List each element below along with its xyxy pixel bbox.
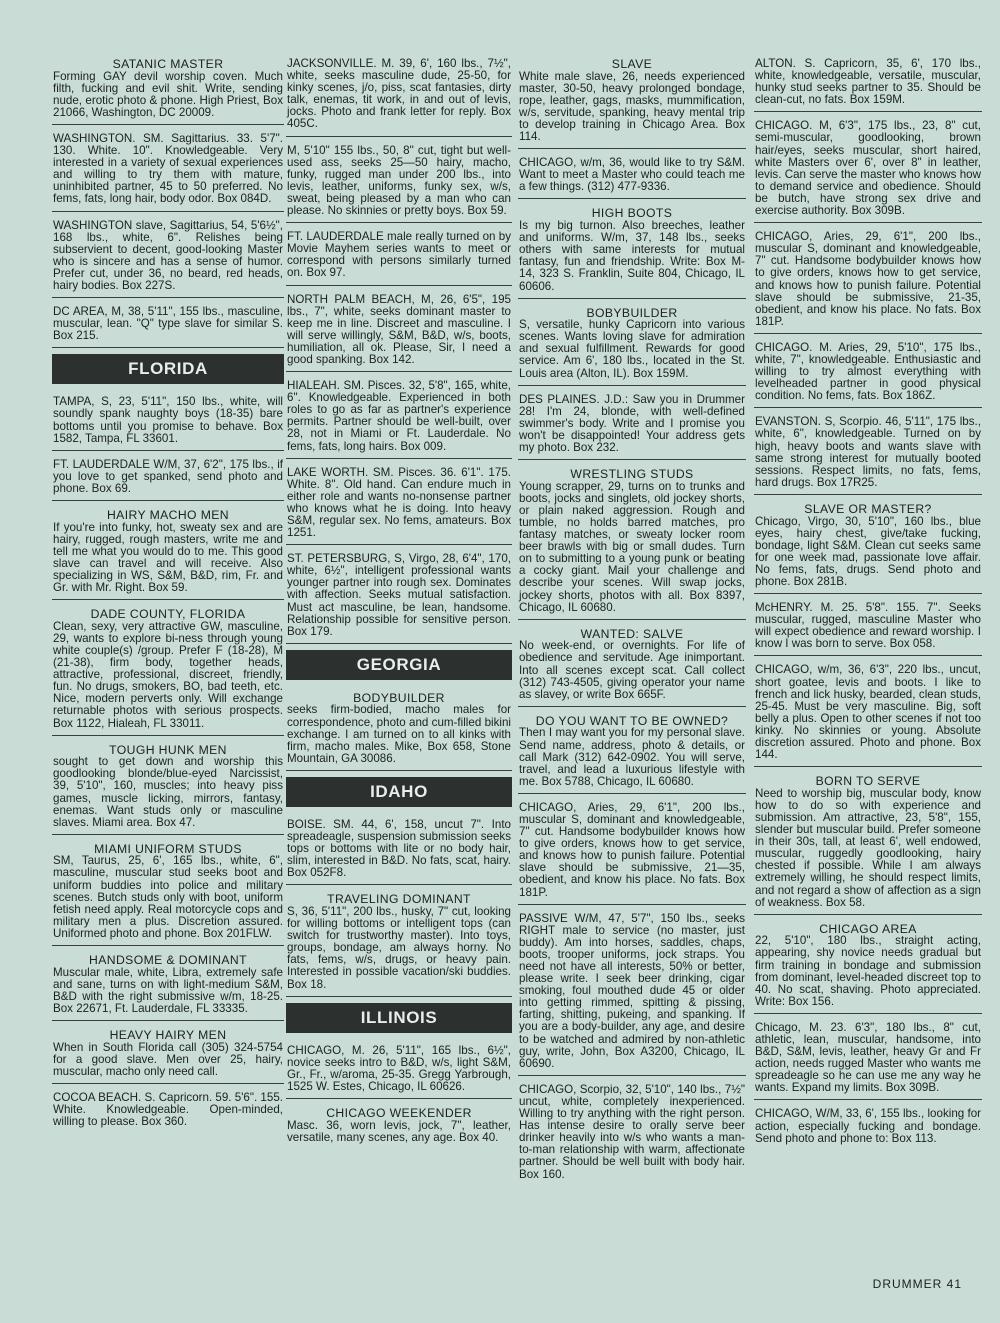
- ad-text: CHICAGO, Aries, 29, 6'1", 200 lbs., muscular S, dominant and knowledgeable, 7" cut. Handsome bodybuilder knows how to give orders, knows how to get service, and knows how to punish failure. Potential slave should be submissive, 21-35, obedient, and know his place. No fats. Box 181P.: [755, 230, 981, 328]
- state-section-banner: IDAHO: [286, 777, 512, 807]
- ad-text: CHICAGO, M. 26, 5'11", 165 lbs., 6½", novice seeks intro to B&D, w/s, light S&M, Gr., Fr., w/aroma, 25-35. Gregg Yarbrough, 1525 W. Estes, Chicago, IL 60626.: [287, 1043, 511, 1093]
- ad-text: BOISE. SM. 44, 6', 158, uncut 7". Into spreadeagle, suspension submission seeks tops or bottoms with lite or no body hair, slim, interested in B&D. No fats, scat, hairy. Box 052F8.: [287, 817, 511, 880]
- ad-heading: BODYBUILDER: [353, 690, 445, 705]
- ad-text: sought to get down and worship this goodlooking blonde/blue-eyed Narcissist, 39, 5'10", 160, muscles; into heavy piss games, muscle licking, mirrors, fantasy, enemas. Want studs only or masculine slaves. Miami area. Box 47.: [53, 755, 283, 829]
- ad-heading: HIGH BOOTS: [591, 206, 673, 221]
- ad-heading: TRAVELING DOMINANT: [327, 892, 471, 907]
- column-2: [286, 54, 512, 1153]
- column-1: [52, 54, 284, 1137]
- classified-ad: [754, 54, 982, 112]
- classified-ad: [754, 338, 982, 408]
- ad-text: Is my big turnon. Also breeches, leather and uniforms. W/m, 37, 148 lbs., seeks others with same interests for mutual fantasy, fun and friendship. Write: Box M-14, 323 S. Franklin, Suite 804, Chicago, IL 60606.: [519, 219, 745, 293]
- classified-ad: [52, 1088, 284, 1133]
- classified-ad: [754, 116, 982, 223]
- classified-ad: [286, 463, 512, 546]
- ad-heading: CHICAGO AREA: [819, 921, 917, 936]
- ad-text: McHENRY. M. 25. 5'8". 155. 7". Seeks muscular, rugged, masculine Master who will expect obedience and reward worship. I know I was born to serve. Box 058.: [755, 601, 981, 651]
- ad-text: ALTON. S. Capricorn, 35, 6', 170 lbs., white, knowledgeable, versatile, muscular, hunky stud seeks partner to 35. Should be clean-cut, no fats. Box 159M.: [755, 57, 981, 107]
- ad-text: EVANSTON. S, Scorpio. 46, 5'11", 175 lbs., white, 6", knowledgeable. Turned on by high, heavy boots and wants slave with same strong interest for mutually booted sessions. Respect limits, no fats, fems, hard drugs. Box 17R25.: [755, 415, 981, 489]
- ad-text: 22, 5'10", 180 lbs., straight acting, appearing, shy novice needs gradual but firm training in bondage and submission from dominant, level-headed discreet top to 40. No scat, shaving. Photo appreciated. Write: Box 156.: [755, 934, 981, 1008]
- classified-ad: [52, 455, 284, 501]
- ad-text: CHICAGO, Aries, 29, 6'1", 200 lbs., muscular S, dominant and knowledgeable, 7" cut. Handsome bodybuilder knows how to give orders, knows how to get service, and knows how to punish failure. Potential slave should be submissive, 21—35, obedient, and know his place. No fats. Box 181P.: [519, 800, 745, 899]
- classified-ad: [52, 1025, 284, 1084]
- classified-ad: [286, 1103, 512, 1149]
- ad-text: Clean, sexy, very attractive GW, masculine, 29, wants to explore bi-ness through young white couple(s) /group. Prefer F (18-28), M (21-38), firm body, together heads, attractive, professional, discreet, friendly, fun. No drugs, smokers, BO, bad teeth, etc. Nice, modern perverts only. Will exchange returnable photos with serious prospects. Box 1122, Hialeah, FL 33011.: [53, 619, 283, 730]
- state-section-banner: FLORIDA: [52, 354, 284, 384]
- classified-ad: [518, 624, 746, 707]
- classified-ad: [754, 919, 982, 1014]
- ad-heading: HAIRY MACHO MEN: [106, 508, 230, 523]
- classified-ad: [286, 376, 512, 459]
- ad-text: FT. LAUDERDALE W/M, 37, 6'2", 175 lbs., if you love to get spanked, send photo and phone. Box 69.: [53, 457, 283, 495]
- ad-text: Chicago, Virgo, 30, 5'10", 160 lbs., blue eyes, hairy chest, give/take fucking, bondage, light S&M. Clean cut seeks same for one week mad, passionate love affair. No fems, fats, drugs. Send photo and phone. Box 281B.: [755, 514, 981, 588]
- ad-text: CHICAGO. M, 6'3", 175 lbs., 23, 8" cut, semi-muscular, goodlooking, brown hair/eyes, seeks muscular, short haired, white Masters over 6', over 8" in leather, levis. Can serve the master who knows how to demand service and obedience. Should be butch, have strong sex drive and exercise authority. Box 309B.: [755, 119, 981, 218]
- ad-heading: DO YOU WANT TO BE OWNED?: [535, 713, 729, 728]
- classified-ad: [518, 153, 746, 199]
- ad-text: TAMPA, S, 23, 5'11", 150 lbs., white, will soundly spank naughty boys (18-35) bare bottoms until you promise to behave. Box 1582, Tampa, FL 33601.: [53, 395, 283, 445]
- classified-ad: [286, 141, 512, 224]
- classified-ad: [518, 54, 746, 149]
- classified-ad: [286, 688, 512, 771]
- ad-text: Need to worship big, muscular body, know how to do so with experience and submission. Am attractive, 23, 5'8", 155, slender but muscular build. Prefer someone in their 30s, tall, at least 6', well endowed, muscular, ruggedly goodlooking, hairy chested if possible. While I am always extremely willing, he should respect limits, and not regard a show of affection as a sign of weakness. Box 58.: [755, 786, 981, 909]
- classified-ad: [52, 54, 284, 125]
- ad-text: CHICAGO. M. Aries, 29, 5'10", 175 lbs., white, 7", knowledgeable. Enthusiastic and willing to try almost everything with levelheaded partner in good physical condition. No fems, fats. Box 186Z.: [755, 340, 981, 403]
- classified-ad: [518, 1080, 746, 1186]
- ad-text: JACKSONVILLE. M. 39, 6', 160 lbs., 7½", white, seeks masculine dude, 25-50, for kinky scenes, j/o, piss, scat fantasies, dirty talk, enemas, tit work, in and out of levis, jocks. Photo and frank letter for reply. Box 405C.: [287, 57, 511, 131]
- classified-ad: [518, 711, 746, 794]
- ad-text: Masc. 36, worn levis, jock, 7", leather, versatile, many scenes, any age. Box 40.: [287, 1118, 511, 1144]
- ad-text: SM, Taurus, 25, 6', 165 lbs., white, 6", masculine, muscular stud seeks boot and uniform buddies into police and military scenes. Butch studs only with boot, uniform fetish need apply. Real motorcycle cops and military men a plus. Discretion assured. Uniformed photo and phone. Box 201FLW.: [53, 854, 283, 940]
- classified-ad: [754, 598, 982, 656]
- classified-ad: [286, 54, 512, 137]
- classified-ad: [518, 390, 746, 460]
- classified-ad: [518, 464, 746, 620]
- classified-ad: [518, 303, 746, 386]
- ad-heading: DADE COUNTY, FLORIDA: [90, 607, 246, 622]
- classified-ad: [52, 302, 284, 348]
- ad-heading: SATANIC MASTER: [112, 57, 224, 71]
- ad-heading: CHICAGO WEEKENDER: [326, 1106, 472, 1120]
- ad-text: LAKE WORTH. SM. Pisces. 36. 6'1". 175. White. 8". Old hand. Can endure much in either role and wants no-nonsense partner who knows what he is doing. Into heavy S&M, regular sex. No fems, amateurs. Box 1251.: [287, 465, 511, 540]
- ad-heading: HANDSOME & DOMINANT: [89, 953, 247, 968]
- ad-heading: HEAVY HAIRY MEN: [109, 1028, 227, 1042]
- ad-heading: WRESTLING STUDS: [570, 467, 694, 482]
- classified-ad: [754, 1018, 982, 1101]
- classified-ad: [518, 203, 746, 298]
- ad-text: M, 5'10" 155 lbs., 50, 8" cut, tight but well-used ass, seeks 25—50 hairy, macho, funky, rugged man under 200 lbs., into levis, leather, uniforms, funky sex, w/s, sweat, being pleased by a man who can please. No skinnies or pretty boys. Box 59.: [287, 143, 511, 218]
- classified-ad: [286, 549, 512, 644]
- ad-text: HIALEAH. SM. Pisces. 32, 5'8", 165, white, 6". Knowledgeable. Experienced in both roles to go as far as partner's experience permits. Partner should be well-built, over 28, not in Miami or Ft. Lauderdale. No fems, fats, long hairs. Box 009.: [287, 379, 511, 453]
- state-section-banner: GEORGIA: [286, 650, 512, 680]
- classified-ad: [754, 499, 982, 594]
- ad-text: NORTH PALM BEACH, M, 26, 6'5", 195 lbs., 7", white, seeks dominant master to keep me in line. Discreet and masculine. I will serve willingly, S&M, B&D, w/s, boots, humiliation, all ok. Please, Sir, I need a good spanking. Box 142.: [287, 292, 511, 366]
- ad-heading: BOBYBUILDER: [586, 305, 678, 320]
- classified-ad: [52, 740, 284, 835]
- classified-ad: [52, 129, 284, 212]
- ad-heading: MIAMI UNIFORM STUDS: [94, 841, 242, 856]
- classified-ad: [754, 1104, 982, 1149]
- classified-ad: [52, 604, 284, 735]
- classified-ad: [754, 227, 982, 334]
- classified-ad: [52, 216, 284, 299]
- ad-text: Forming GAY devil worship coven. Much filth, fucking and evil shit. Write, sending nude, erotic photo & phone. High Priest, Box 21066, Washington, DC 20009.: [53, 69, 283, 119]
- ad-text: CHICAGO, w/m, 36, 6'3", 220 lbs., uncut, short goatee, levis and boots. I like to french and lick husky, bearded, clean studs, 25-45. Must be very masculine. Big, soft belly a plus. Open to other scenes if not too kinky. No skinnies or young. Absolute discretion assured. Photo and phone. Box 144.: [755, 663, 981, 762]
- ad-text: seeks firm-bodied, macho males for correspondence, photo and cum-filled bikini exchange. I am turned on to all kinks with firm, macho males. Mike, Box 658, Stone Mountain, GA 30086.: [287, 703, 511, 765]
- ad-text: Chicago, M. 23. 6'3", 180 lbs., 8" cut, athletic, lean, muscular, handsome, into B&D, S&M, levis, leather, heavy Gr and Fr action, needs rugged Master who wants me spreadeagle so he can use me any way he wants. Expand my limits. Box 309B.: [755, 1020, 981, 1095]
- classified-ad: [518, 798, 746, 905]
- ad-text: FT. LAUDERDALE male really turned on by Movie Mayhem series wants to meet or correspond with persons similarly turned on. Box 97.: [287, 230, 511, 280]
- ad-text: PASSIVE W/M, 47, 5'7", 150 lbs., seeks RIGHT male to service (no master, just buddy). Am into horses, saddles, chaps, boots, trooper uniforms, jock straps. You need not have all interests, 50% or better, please write. I seek beer drinking, cigar smoking, foul mouthed dude 45 or older into getting rimmed, spitting & pissing, farting, shitting, pukeing, and spanking. If you are a body-builder, any age, and desire to be watched and admired by non-athletic guy, write, John, Box A3200, Chicago, IL 60690.: [519, 911, 745, 1070]
- classified-ad: [286, 290, 512, 373]
- classified-ad: [518, 909, 746, 1076]
- state-section-banner: ILLINOIS: [286, 1003, 512, 1033]
- ad-text: No week-end, or overnights. For life of obedience and servitude. Age inimportant. Into all scenes except scat. Call collect (312) 743-4505, giving operator your name as slavey, or write Box 665F.: [519, 639, 745, 701]
- ad-text: If you're into funky, hot, sweaty sex and are hairy, rugged, rough masters, write me and tell me what you would do to me. This good slave can travel and will receive. Also specializing in WS, S&M, B&D, rim, Fr. and Gr. with Mr. Right. Box 59.: [53, 520, 283, 595]
- ad-text: ST. PETERSBURG, S, Virgo, 28, 6'4", 170, white, 6½", intelligent professional wants younger partner into rough sex. Dominates with affection. Seeks mutual satisfaction. Must act masculine, be lean, handsome. Relationship possible for sensitive person. Box 179.: [287, 552, 511, 638]
- classified-ad: [754, 771, 982, 915]
- ad-text: CHICAGO, Scorpio, 32, 5'10", 140 lbs., 7½" uncut, white, completely inexperienced. Willing to try anything with the right person. Has intense desire to orally serve beer drinker heavily into w/s who wants a man-to-man relationship with warm, affectionate partner. Should be well built with body hair. Box 160.: [519, 1082, 745, 1181]
- ad-text: S, versatile, hunky Capricorn into various scenes. Wants loving slave for admiration and sexual fulfillment. Rewards for good service. Am 6', 180 lbs., located in the St. Louis area (Alton, IL). Box 159M.: [519, 318, 745, 380]
- ad-heading: SLAVE: [611, 57, 653, 71]
- classified-ad: [286, 889, 512, 996]
- ad-heading: TOUGH HUNK MEN: [109, 742, 227, 757]
- ad-heading: SLAVE OR MASTER?: [804, 501, 932, 516]
- classified-ad: [754, 660, 982, 767]
- ad-heading: BORN TO SERVE: [815, 774, 921, 789]
- ad-text: COCOA BEACH. S. Capricorn. 59. 5'6". 155. White. Knowledgeable. Open-minded, willing to please. Box 360.: [53, 1090, 283, 1129]
- ad-text: DES PLAINES. J.D.: Saw you in Drummer 28! I'm 24, blonde, with well-defined swimmer's body. Write and I promise you won't be disappointed! Your address gets my photo. Box 232.: [519, 392, 745, 455]
- ad-text: Then I may want you for my personal slave. Send name, address, photo & details, or call Mark (312) 642-0902. You will serve, travel, and lead a luxurious lifestyle with me. Box 5788, Chicago, IL 60680.: [519, 726, 745, 788]
- column-4: [754, 54, 982, 1154]
- ad-text: DC AREA, M, 38, 5'11", 155 lbs., masculine, muscular, lean. "Q" type slave for similar S. Box 215.: [53, 305, 283, 343]
- ad-heading: WANTED: SALVE: [580, 626, 684, 641]
- ad-text: WASHINGTON. SM. Sagittarius. 33. 5'7". 130. White. 10". Knowledgeable. Very interested in a variety of sexual experiences and willing to try them with mature, uninhibited partner, 45 to 50 preferred. No fems, fats, long hair, body odor. Box 084D.: [53, 131, 283, 206]
- ad-text: White male slave, 26, needs experienced master, 30-50, heavy prolonged bondage, rope, leather, gags, masks, mummification, w/s, servitude, spanking, heavy mental trip to develop training in Chicago Area. Box 114.: [519, 69, 745, 144]
- ad-text: CHICAGO, w/m, 36, would like to try S&M. Want to meet a Master who could teach me a few things. (312) 477-9336.: [519, 156, 745, 194]
- ad-text: Young scrapper, 29, turns on to trunks and boots, jocks and singlets, old jockey shorts, or plain naked aggression. Rough and tumble, no holds barred matches, pro fantasy matches, or sweaty locker room beer brawls with big or small dudes. Turn on to submitting to a young punk or beating a cocky giant. Mail your challenge and describe your scenes. Will swap jocks, jockey shorts, photos with all. Box 8397, Chicago, IL 60680.: [519, 479, 745, 614]
- column-3: [518, 54, 746, 1190]
- classified-ad: [52, 950, 284, 1021]
- classified-ad: [754, 412, 982, 495]
- ad-text: Muscular male, white, Libra, extremely safe and sane, turns on with light-medium S&M, B&D with the right submissive w/m, 18-25. Box 22671, Ft. Lauderdale, FL 33335.: [53, 965, 283, 1015]
- ad-text: S, 36, 5'11", 200 lbs., husky, 7" cut, looking for willing bottoms or intelligent tops (can switch for trustworthy master). Into toys, groups, bondage, am always horny. No fats, fems, w/s, drugs, or heavy pain. Interested in possible vacation/ski buddies. Box 18.: [287, 904, 511, 991]
- ad-text: WASHINGTON slave, Sagittarius, 54, 5'6½", 168 lbs., white, 6". Relishes being subservient to decent, good-looking Master who is sincere and has a sense of humor. Prefer cut, under 36, no beard, red heads, hairy bodies. Box 227S.: [53, 218, 283, 292]
- classified-ad: [52, 505, 284, 600]
- classified-ad: [52, 392, 284, 450]
- page-footer: DRUMMER 41: [872, 1277, 962, 1291]
- classified-ad: [286, 815, 512, 885]
- classified-ad: [286, 227, 512, 285]
- classified-ad: [286, 1041, 512, 1099]
- ad-text: CHICAGO, W/M, 33, 6', 155 lbs., looking for action, especially fucking and bondage. Send photo and phone to: Box 113.: [755, 1107, 981, 1145]
- ad-text: When in South Florida call (305) 324-5754 for a good slave. Men over 25, hairy, muscular, macho only need call.: [53, 1040, 283, 1078]
- classified-ad: [52, 839, 284, 946]
